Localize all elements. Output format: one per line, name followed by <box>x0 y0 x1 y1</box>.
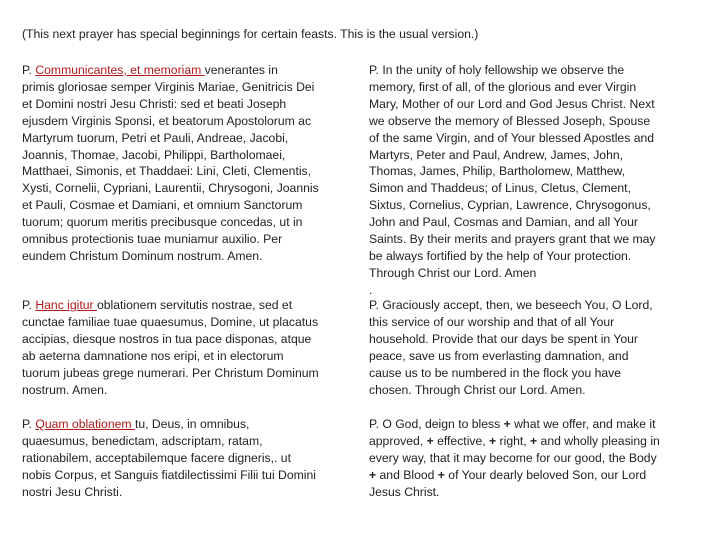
latin-text <box>22 62 368 265</box>
english-text <box>369 416 712 501</box>
latin-text <box>22 297 368 398</box>
incipit-keyword: Hanc igitur <box>35 298 97 312</box>
english-segment: effective, <box>433 433 490 448</box>
speaker-prefix: P. <box>22 298 36 312</box>
cross-icon: + <box>426 433 434 448</box>
english-segment: and Blood <box>376 467 438 482</box>
latin-body: venerantes in primis gloriosae semper Virginis Mariae, Genitricis Dei et Domini nostri Jesu Christi: sed et beati Joseph ejusdem Virginis Sponsi, et beatorum Apostolorum ac Martyrum tuorum, Petri et Pauli, Andreae, Jacobi, Joannis, Thomae, Jacobi, Philippi, Bartholomaei, Matthaei, Simonis, et Thaddaei: Lini, Cleti, Clementis, Xysti, Cornelii, Cypriani, Laurentii, Chrysogoni, Joannis et Pauli, Cosmae et Damiani, et omnium Sanctorum tuorum; quorum meritis precibusque concedas, ut in omnibus protectionis tuae muniamur auxilio. Per eundem Christum Dominum nostrum. Amen. <box>22 63 319 263</box>
latin-body: tu, Deus, in omnibus, quaesumus, benedictam, adscriptam, ratam, rationabilem, acceptabilemque facere digneris,. ut nobis Corpus, et Sanguis fiatdilectissimi Filii tui Domini nostri Jesu Christi. <box>22 417 316 499</box>
english-text: P. Graciously accept, then, we beseech You, O Lord, this service of our worship and that of all Your household. Provide that our days be spent in Your peace, save us from everlasting damnation, and cause us to be numbered in the flock you have chosen. Through Christ our Lord. Amen. <box>369 298 653 397</box>
cross-icon: + <box>503 417 511 431</box>
cross-icon: + <box>530 433 538 448</box>
english-segment: of Your dearly beloved Son, our Lord Jesus Christ. <box>369 467 647 499</box>
incipit-keyword: Communicantes, et memoriam <box>35 63 205 77</box>
speaker-prefix: P. <box>22 417 36 431</box>
latin-body: oblationem servitutis nostrae, sed et cunctae familiae tuae quaesumus, Domine, ut placatus accipias, diesque nostros in tua pace disponas, atque ab aeterna damnatione nos eripi, et in electorum tuorum jubeas grege numerari. Per Christum Dominum nostrum. Amen. <box>22 298 319 397</box>
intro-note: (This next prayer has special beginnings for certain feasts. This is the usual version.) <box>22 27 479 41</box>
english-segment: P. O God, deign to bless <box>369 417 504 431</box>
cross-icon: + <box>369 467 377 482</box>
speaker-prefix: P. <box>22 63 36 77</box>
cross-icon: + <box>437 467 445 482</box>
english-segment: and wholly pleasing in every way, that it may become for our good, the Body <box>369 433 660 465</box>
english-text: P. In the unity of holy fellowship we observe the memory, first of all, of the glorious and ever Virgin Mary, Mother of our Lord and God Jesus Christ. Next we observe the memory of Blessed Joseph, Spouse of the same Virgin, and of Your blessed Apostles and Martyrs, Peter and Paul, Andrew, James, John, Thomas, James, Philip, Bartholomew, Matthew, Simon and Thaddeus; of Linus, Cletus, Clement, Sixtus, Cornelius, Cyprian, Lawrence, Chrysogonus, John and Paul, Cosmas and Damian, and all Your Saints. By their merits and prayers grant that we may be always fortified by the help of Your protection. Through Christ our Lord. Amen . <box>369 63 656 297</box>
cross-icon: + <box>489 433 497 448</box>
english-segment: right, <box>496 433 531 448</box>
english-segment: what we offer, and make it approved, <box>369 417 656 448</box>
incipit-keyword: Quam oblationem <box>35 417 135 431</box>
latin-text <box>22 416 368 501</box>
